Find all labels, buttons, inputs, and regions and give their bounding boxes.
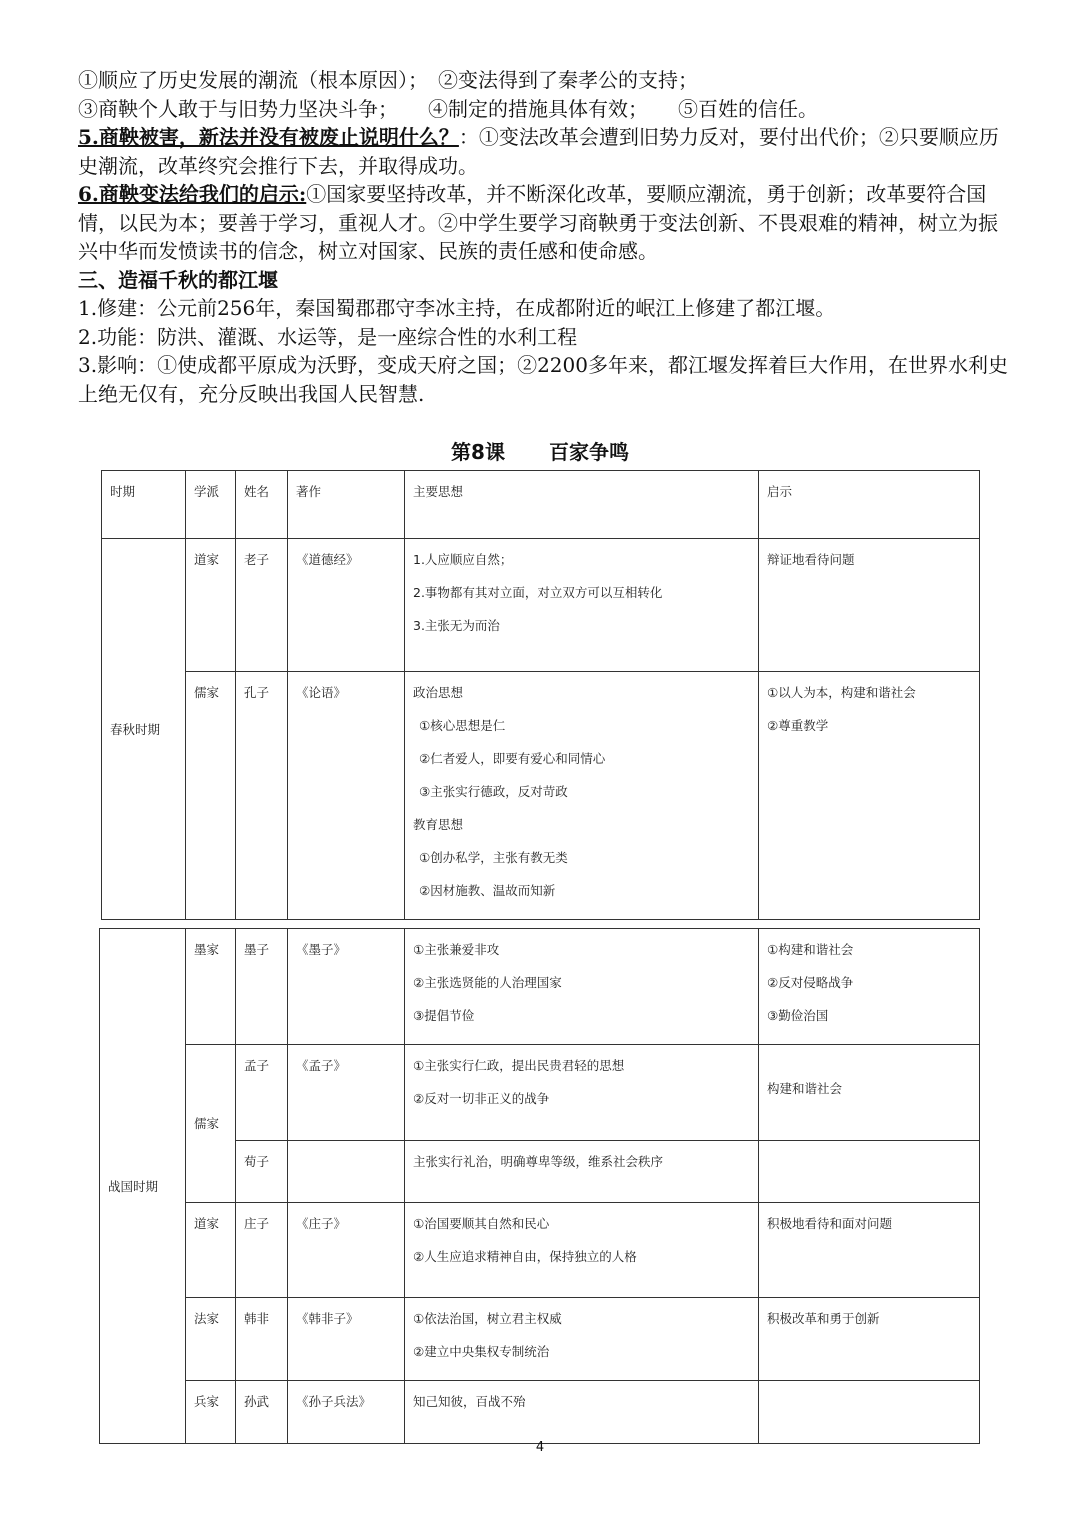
school-cell: 墨家 <box>186 929 236 1045</box>
lesson-cell <box>759 1045 980 1141</box>
cell-line: 构建和谐社会 <box>767 1081 843 1096</box>
q6-body: ①国家要坚持改革，并不断深化改革，要顺应潮流，勇于创新；改革要符合国情，以民为本；要善于学习，重视人才。②中学生要学习商鞅勇于变法创新、不畏艰难的精神，树立为振兴中华而发愤读书的信念，树立对国家、民族的责任感和使命感。 <box>78 182 998 263</box>
cell-line: ②仁者爱人，即要有爱心和同情心 <box>419 751 606 766</box>
table-row <box>100 929 980 1045</box>
cell-line: ①主张实行仁政，提出民贵君轻的思想 <box>413 1058 625 1073</box>
cell-line: ②因材施教、温故而知新 <box>419 883 556 898</box>
cell-line: ③提倡节俭 <box>413 1008 475 1023</box>
work-cell: 《论语》 <box>288 672 405 920</box>
schools-table-warring-states <box>99 928 980 1444</box>
header-cell: 启示 <box>759 471 980 539</box>
header-cell: 主要思想 <box>405 471 759 539</box>
cell-line: ②反对侵略战争 <box>767 975 854 990</box>
cell-line: 主张实行礼治，明确尊卑等级，维系社会秩序 <box>413 1154 664 1169</box>
cell-line: ①依法治国，树立君主权威 <box>413 1311 562 1326</box>
cell-line: 3.主张无为而治 <box>413 618 500 633</box>
name-cell: 孟子 <box>236 1045 288 1141</box>
q5-body: ：①变法改革会遭到旧势力反对，要付出代价；②只要顺应历史潮流，改革终究会推行下去，并取得成功。 <box>78 125 999 178</box>
section3-heading: 三、造福千秋的都江堰 <box>78 267 278 292</box>
name-cell: 墨子 <box>236 929 288 1045</box>
header-cell: 姓名 <box>236 471 288 539</box>
ideas-cell <box>405 1141 759 1203</box>
table-row <box>100 1381 980 1444</box>
ideas-cell <box>405 1203 759 1298</box>
q5-heading: 5.商鞅被害，新法并没有被废止说明什么？ <box>78 125 459 149</box>
name-cell: 庄子 <box>236 1203 288 1298</box>
school-cell: 道家 <box>186 539 236 672</box>
table-header-row <box>102 471 980 539</box>
cell-line: ①构建和谐社会 <box>767 942 854 957</box>
cell-line: ①主张兼爱非攻 <box>413 942 500 957</box>
period-cell: 春秋时期 <box>102 539 186 920</box>
table-row <box>100 1298 980 1381</box>
cell-line: ①核心思想是仁 <box>419 718 506 733</box>
header-cell: 学派 <box>186 471 236 539</box>
ideas-cell <box>405 1381 759 1444</box>
work-cell: 《墨子》 <box>288 929 405 1045</box>
ideas-cell <box>405 929 759 1045</box>
school-cell: 儒家 <box>186 672 236 920</box>
cell-line: ②尊重教学 <box>767 718 829 733</box>
lesson-cell <box>759 539 980 672</box>
cell-line: ①创办私学，主张有教无类 <box>419 850 568 865</box>
table-row <box>102 672 980 920</box>
school-cell: 道家 <box>186 1203 236 1298</box>
lesson-cell <box>759 1298 980 1381</box>
text-line: ①顺应了历史发展的潮流（根本原因）； ②变法得到了秦孝公的支持； <box>78 68 698 92</box>
name-cell: 韩非 <box>236 1298 288 1381</box>
table-row <box>100 1203 980 1298</box>
lesson-cell <box>759 1141 980 1203</box>
cell-line: 1.人应顺应自然； <box>413 552 513 567</box>
lesson-cell <box>759 1381 980 1444</box>
school-cell: 兵家 <box>186 1381 236 1444</box>
section3-item: 1.修建：公元前256年，秦国蜀郡郡守李冰主持，在成都附近的岷江上修建了都江堰。 <box>78 296 836 320</box>
work-cell: 《孟子》 <box>288 1045 405 1141</box>
school-cell: 儒家 <box>186 1045 236 1203</box>
section3-item: 2.功能：防洪、灌溉、水运等，是一座综合性的水利工程 <box>78 324 578 349</box>
name-cell: 老子 <box>236 539 288 672</box>
cell-line: 知己知彼，百战不殆 <box>413 1394 526 1409</box>
cell-line: 积极改革和勇于创新 <box>767 1311 880 1326</box>
lesson-name: 百家争鸣 <box>548 440 629 464</box>
cell-line: 政治思想 <box>413 685 464 700</box>
table-row <box>100 1045 980 1141</box>
name-cell: 孙武 <box>236 1381 288 1444</box>
cell-line: ②反对一切非正义的战争 <box>413 1091 550 1106</box>
cell-line: ①治国要顺其自然和民心 <box>413 1216 550 1231</box>
ideas-cell <box>405 1298 759 1381</box>
q5-paragraph <box>78 123 1008 180</box>
header-cell: 著作 <box>288 471 405 539</box>
work-cell <box>288 1141 405 1203</box>
cell-line: ①以人为本，构建和谐社会 <box>767 685 916 700</box>
work-cell: 《孙子兵法》 <box>288 1381 405 1444</box>
cell-line: ③主张实行德政，反对苛政 <box>419 784 568 799</box>
school-cell: 法家 <box>186 1298 236 1381</box>
lesson-cell <box>759 1203 980 1298</box>
ideas-cell <box>405 1045 759 1141</box>
name-cell: 孔子 <box>236 672 288 920</box>
cell-line: ②主张选贤能的人治理国家 <box>413 975 562 990</box>
text-line: ③商鞅个人敢于与旧势力坚决斗争； ④制定的措施具体有效； ⑤百姓的信任。 <box>78 96 818 121</box>
q6-heading: 6.商鞅变法给我们的启示: <box>78 182 307 206</box>
period-cell: 战国时期 <box>100 929 186 1444</box>
page-number: 4 <box>535 1440 545 1455</box>
cell-line: 积极地看待和面对问题 <box>767 1216 893 1231</box>
lesson-cell <box>759 929 980 1045</box>
lesson-title <box>0 436 1080 465</box>
work-cell: 《道德经》 <box>288 539 405 672</box>
work-cell: 《韩非子》 <box>288 1298 405 1381</box>
cell-line: ②人生应追求精神自由，保持独立的人格 <box>413 1249 637 1264</box>
section3-item: 3.影响：①使成都平原成为沃野，变成天府之国；②2200多年来，都江堰发挥着巨大作用，在世界水利史上绝无仅有，充分反映出我国人民智慧. <box>78 353 1008 406</box>
table-row <box>102 539 980 672</box>
cell-line: ③勤俭治国 <box>767 1008 829 1023</box>
cell-line: 教育思想 <box>413 817 464 832</box>
ideas-cell <box>405 539 759 672</box>
q6-paragraph <box>78 180 1008 266</box>
header-cell: 时期 <box>102 471 186 539</box>
schools-table-spring-autumn <box>101 470 980 920</box>
lesson-cell <box>759 672 980 920</box>
body-text <box>78 66 1008 408</box>
name-cell: 荀子 <box>236 1141 288 1203</box>
work-cell: 《庄子》 <box>288 1203 405 1298</box>
ideas-cell <box>405 672 759 920</box>
cell-line: 2.事物都有其对立面，对立双方可以互相转化 <box>413 585 663 600</box>
lesson-number: 第8课 <box>451 440 505 464</box>
cell-line: 辩证地看待问题 <box>767 552 855 567</box>
cell-line: ②建立中央集权专制统治 <box>413 1344 550 1359</box>
